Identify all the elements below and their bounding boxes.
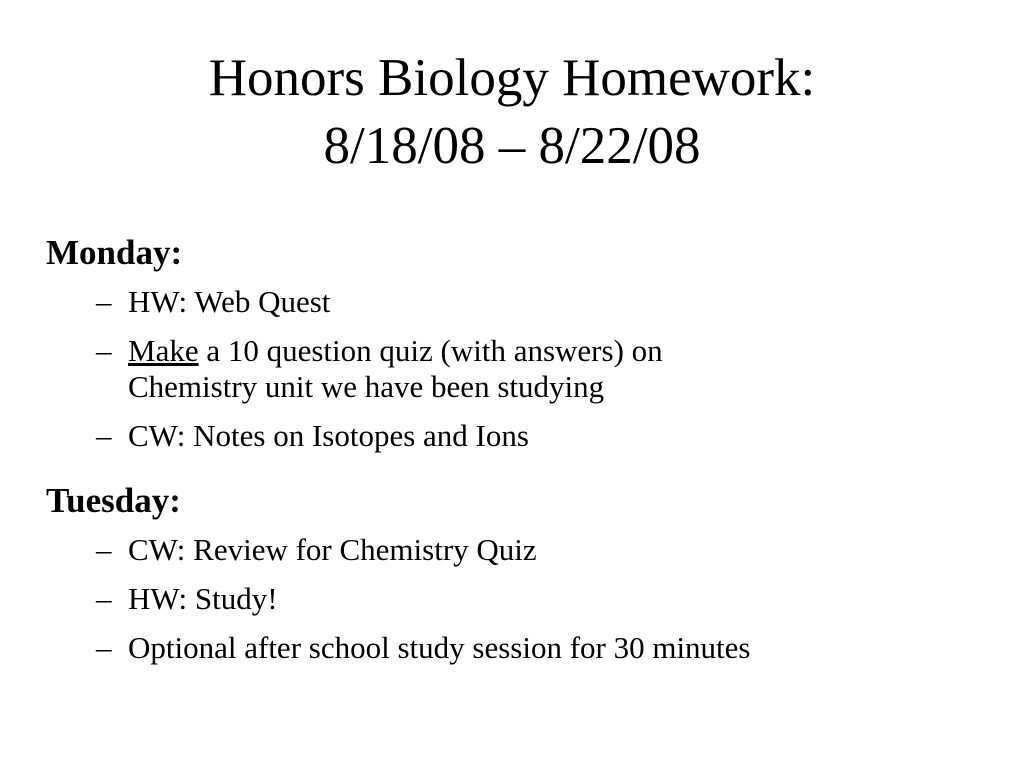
title-line-2: 8/18/08 – 8/22/08 (323, 117, 701, 175)
dash-bullet: – (96, 418, 112, 453)
item-text: Optional after school study session for 30 minutes (128, 630, 751, 665)
dash-bullet: – (96, 630, 112, 665)
title-line-1: Honors Biology Homework: (208, 49, 816, 107)
list-item (46, 532, 986, 568)
dash-bullet: – (96, 284, 112, 319)
dash-bullet: – (96, 532, 112, 567)
day-heading-tuesday: Tuesday: (46, 481, 181, 520)
list-item (46, 418, 986, 454)
slide-body (46, 228, 986, 666)
item-text: a 10 question quiz (with answers) on (198, 333, 663, 368)
list-item (46, 630, 986, 666)
tuesday-items (46, 532, 986, 666)
slide-title (0, 44, 1024, 180)
item-text: HW: Web Quest (128, 284, 331, 319)
day-heading-monday: Monday: (46, 233, 183, 272)
item-text: CW: Notes on Isotopes and Ions (128, 418, 529, 453)
monday-items (46, 284, 986, 454)
list-item (46, 581, 986, 617)
item-emphasis: Make (128, 333, 199, 368)
item-text: HW: Study! (128, 581, 278, 616)
list-item (46, 284, 986, 320)
item-text: CW: Review for Chemistry Quiz (128, 532, 537, 567)
item-text-continued: Chemistry unit we have been studying (128, 369, 605, 404)
dash-bullet: – (96, 333, 112, 368)
dash-bullet: – (96, 581, 112, 616)
list-item (46, 333, 986, 405)
